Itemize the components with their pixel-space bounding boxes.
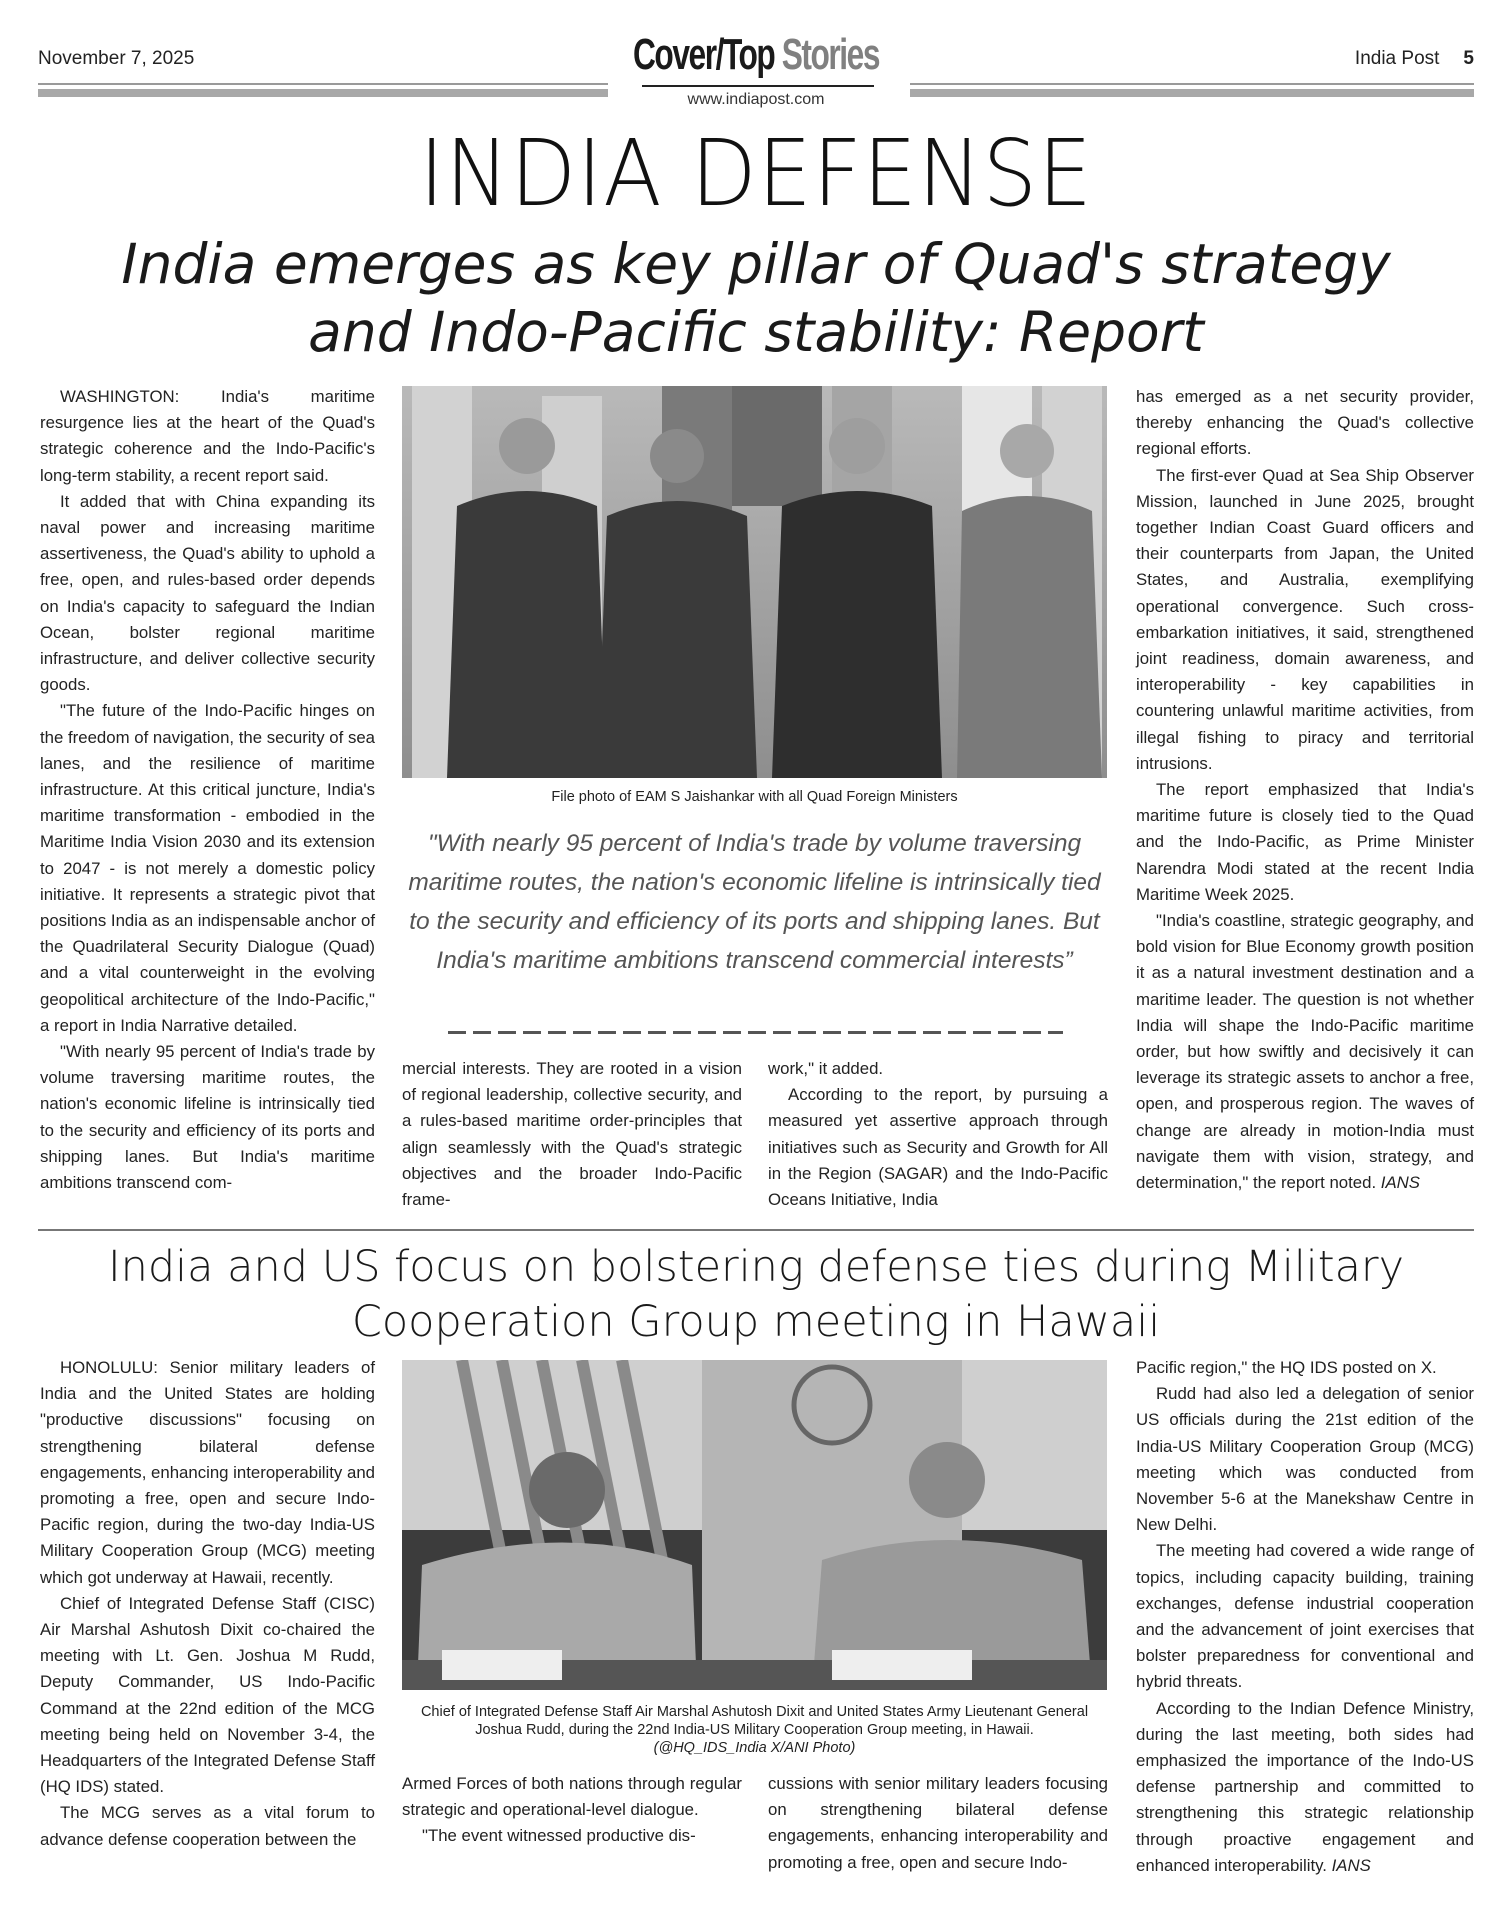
story1-headline-line2: and Indo-Pacific stability: Report [308, 300, 1204, 364]
story1-headline-line1: India emerges as key pillar of Quad's strategy [121, 232, 1391, 296]
story1-headline [0, 230, 1512, 366]
website-link[interactable]: www.indiapost.com [687, 91, 825, 108]
caption-text: Chief of Integrated Defense Staff Air Marshal Ashutosh Dixit and United States Army Lieutenant General Joshua Rudd, during the 22nd India-US Military Cooperation Group meeting, in Hawaii. [420, 1704, 1089, 1738]
publication-info [1355, 48, 1474, 70]
url-underline [642, 85, 874, 87]
paragraph: Chief of Integrated Defense Staff (CISC) Air Marshal Ashutosh Dixit co-chaired the meeting with Lt. Gen. Joshua M Rudd, Deputy Commander, US Indo-Pacific Command at the 22nd edition of the MCG meeting being held on November 3-4, the Headquarters of the Integrated Defense Staff (HQ IDS) stated. [40, 1593, 375, 1797]
story2-column-3 [768, 1771, 1108, 1876]
section-title-primary: Cover/Top [632, 30, 775, 79]
pull-quote-dashed-rule [448, 1031, 1063, 1034]
header-rule-left-thin [38, 83, 608, 85]
paragraph: According to the report, by pursuing a measured yet assertive approach through initiatives such as Security and Growth for All in the Region (SAGAR) and the Indo-Pacific Oceans Initiative, India [768, 1085, 1108, 1210]
header-rule-right-thin [910, 83, 1474, 85]
paragraph: has emerged as a net security provider, thereby enhancing the Quad's collective regional efforts. [1136, 387, 1474, 459]
section-kicker: INDIA DEFENSE [419, 120, 1093, 227]
paragraph: The MCG serves as a vital forum to advance defense cooperation between the [40, 1803, 375, 1849]
quad-ministers-photo-icon [402, 386, 1107, 778]
paragraph: Armed Forces of both nations through regular strategic and operational-level dialogue. [402, 1774, 742, 1820]
page-number: 5 [1463, 48, 1474, 69]
section-title [212, 30, 1301, 80]
story2-column-4 [1136, 1355, 1474, 1879]
paragraph: Pacific region," the HQ IDS posted on X. [1136, 1358, 1437, 1377]
story2-headline [0, 1240, 1512, 1350]
paragraph: The first-ever Quad at Sea Ship Observer Mission, launched in June 2025, brought together Indian Coast Guard officers and their counterparts from Japan, the United States, and Australia, exemplifying operational convergence. Such cross-embarkation initiatives, it said, strengthened joint readiness, domain awareness, and interoperability - key capabilities in countering unlawful maritime activities, from illegal fishing to piracy and territorial intrusions. [1136, 465, 1474, 773]
story1-column-4 [1136, 384, 1474, 1196]
story2-photo-caption [402, 1703, 1107, 1757]
story-separator [38, 1229, 1474, 1231]
issue-date: November 7, 2025 [38, 48, 195, 69]
story1-photo [402, 386, 1107, 778]
wire-signoff: IANS [1380, 1173, 1420, 1193]
paragraph: The meeting had covered a wide range of topics, including capacity building, training exchanges, defense industrial cooperation and the advancement of joint exercises that bolster preparedness for conventional and hybrid threats. [1136, 1541, 1474, 1692]
paragraph: It added that with China expanding its naval power and increasing maritime assertiveness, the Quad's ability to uphold a free, open, and rules-based order depends on India's capacity to safeguard the Indian Ocean, bolster regional maritime infrastructure, and deliver collective security goods. [40, 491, 375, 695]
story1-column-2 [402, 1056, 742, 1213]
paragraph: The report emphasized that India's maritime future is closely tied to the Quad and the Indo-Pacific, as Prime Minister Narendra Modi stated at the recent India Maritime Week 2025. [1136, 780, 1474, 904]
paragraph: cussions with senior military leaders focusing on strengthening bilateral defense engagements, enhancing interoperability and promoting a free, open and secure Indo- [768, 1774, 1108, 1872]
paragraph: Rudd had also led a delegation of senior US officials during the 21st edition of the India-US Military Cooperation Group (MCG) meeting which was conducted from November 5-6 at the Manekshaw Centre in New Delhi. [1136, 1384, 1474, 1535]
story1-column-1 [40, 384, 375, 1196]
publication-name: India Post [1354, 48, 1440, 69]
story2-column-2 [402, 1771, 742, 1850]
photo-credit: (@HQ_IDS_India X/ANI Photo) [653, 1740, 856, 1756]
paragraph: "The event witnessed productive dis- [422, 1826, 696, 1846]
paragraph-text: According to the Indian Defence Ministry, during the last meeting, both sides had emphasized the importance of the Indo-US defense partnership and committed to strengthening this strategic relationship through proactive engagement and enhanced interoperability. [1136, 1698, 1474, 1875]
story2-photo [402, 1360, 1107, 1690]
paragraph: work," it added. [768, 1059, 884, 1078]
story2-headline-line1: India and US focus on bolstering defense ties during Military [107, 1242, 1405, 1292]
paragraph-text: "India's coastline, strategic geography, and bold vision for Blue Economy growth position it as a natural investment destination and a maritime leader. The question is not whether India will shape the Indo-Pacific maritime order, but how swiftly and decisively it can leverage its strategic assets to anchor a free, open, and prosperous region. The waves of change are already in motion-India must navigate them with vision, strategy, and determination," the report noted. [1136, 911, 1474, 1193]
mcg-signing-photo-icon [402, 1360, 1107, 1690]
story2-column-1 [40, 1355, 375, 1853]
paragraph: "With nearly 95 percent of India's trade by volume traversing maritime routes, the nation's economic lifeline is intrinsically tied to the security and efficiency of its ports and shipping lanes. But India's maritime ambitions transcend com- [40, 1042, 375, 1193]
story1-photo-caption: File photo of EAM S Jaishankar with all Quad Foreign Ministers [551, 789, 958, 805]
wire-signoff: IANS [1331, 1855, 1371, 1875]
story1-column-3 [768, 1056, 1108, 1213]
paragraph: "The future of the Indo-Pacific hinges on the freedom of navigation, the security of sea lanes, and the resilience of maritime infrastructure. At this critical juncture, India's maritime transformation - embodied in the Maritime India Vision 2030 and its extension to 2047 - is not merely a domestic policy initiative. It represents a strategic pivot that positions India as an indispensable anchor of the Quadrilateral Security Dialogue (Quad) and a vital counterweight in the evolving geopolitical architecture of the Indo-Pacific," a report in India Narrative detailed. [40, 701, 375, 1035]
pull-quote: "With nearly 95 percent of India's trade by volume traversing maritime routes, the nation's economic lifeline is intrinsically tied to the security and efficiency of its ports and shipping lanes. But India's maritime ambitions transcend commercial interests” [408, 830, 1101, 974]
section-title-secondary: Stories [781, 30, 880, 79]
paragraph [1136, 1696, 1474, 1879]
paragraph: mercial interests. They are rooted in a vision of regional leadership, collective security, and a rules-based maritime order-principles that align seamlessly with the Quad's strategic objectives and the broader Indo-Pacific frame- [402, 1059, 742, 1210]
paragraph: HONOLULU: Senior military leaders of India and the United States are holding "productive discussions" focusing on strengthening bilateral defense engagements, enhancing interoperability and promoting a free, open and secure Indo-Pacific region, during the two-day India-US Military Cooperation Group (MCG) meeting which got underway at Hawaii, recently. [40, 1358, 375, 1587]
story2-headline-line2: Cooperation Group meeting in Hawaii [351, 1297, 1161, 1347]
paragraph: WASHINGTON: India's maritime resurgence lies at the heart of the Quad's strategic coherence and the Indo-Pacific's long-term stability, a recent report said. [40, 387, 375, 485]
paragraph [1136, 908, 1474, 1196]
